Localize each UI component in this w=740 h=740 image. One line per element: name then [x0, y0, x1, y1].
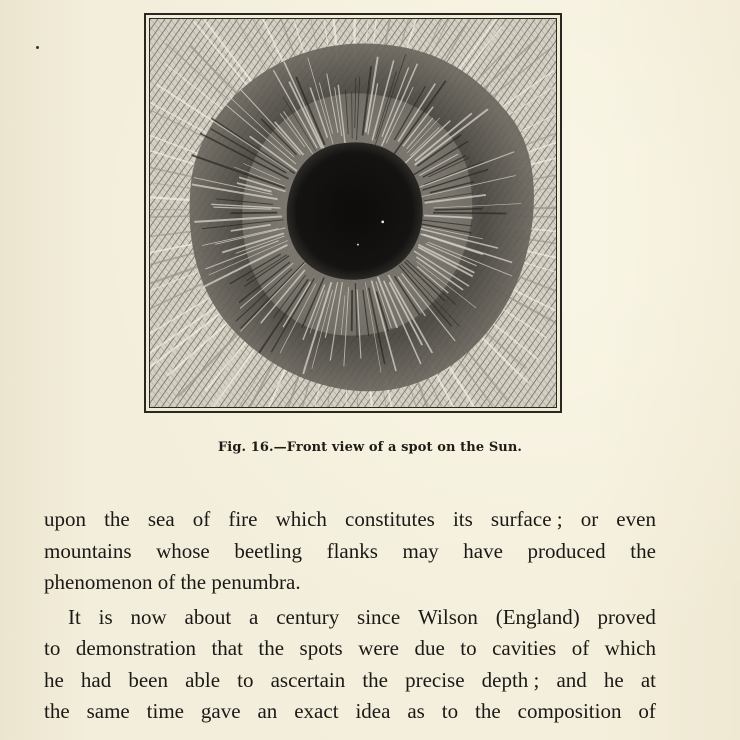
word: spots	[299, 636, 343, 660]
word: that	[211, 636, 243, 660]
word: exact	[294, 699, 339, 723]
word: of	[571, 636, 590, 660]
word: were	[358, 636, 399, 660]
figure-caption: Fig. 16.—Front view of a spot on the Sun.	[217, 440, 523, 455]
word: the	[104, 507, 130, 531]
word: have	[463, 538, 503, 563]
word: he	[603, 667, 624, 692]
text-line	[44, 696, 656, 728]
umbra	[287, 142, 423, 279]
word: he	[44, 667, 64, 692]
word: the	[44, 699, 70, 723]
word: a	[249, 604, 259, 629]
word: upon	[44, 507, 86, 531]
word: composition	[517, 699, 622, 723]
word: even	[616, 507, 656, 531]
word: phenomenon of the penumbra.	[44, 570, 301, 594]
word: mountains	[44, 538, 132, 563]
word: an	[257, 699, 278, 723]
word: as	[407, 699, 425, 723]
word: flanks	[326, 538, 378, 563]
word: produced	[527, 538, 606, 563]
word: whose	[156, 538, 210, 563]
word: at	[640, 667, 656, 692]
word: to	[44, 636, 61, 660]
ink-speck	[36, 46, 39, 49]
text-line	[44, 567, 656, 599]
word: its	[452, 507, 473, 531]
word: ascertain	[270, 667, 346, 692]
body-text	[44, 504, 656, 728]
word: time	[146, 699, 184, 723]
word: fire	[228, 507, 258, 531]
sunspot-engraving	[149, 18, 557, 408]
word: constitutes	[345, 507, 435, 531]
word: to	[460, 636, 477, 660]
text-line	[44, 536, 656, 568]
word: the	[475, 699, 501, 723]
word: to	[441, 699, 459, 723]
word: precise	[405, 667, 465, 692]
word: surface ;	[490, 507, 563, 531]
sunspot-illustration	[150, 19, 556, 407]
word: may	[402, 538, 439, 563]
word: depth ;	[481, 667, 540, 692]
text-line	[44, 504, 656, 536]
word: of	[638, 699, 656, 723]
word: about	[184, 604, 232, 629]
word: of	[192, 507, 211, 531]
word: the	[362, 667, 388, 692]
word: due	[414, 636, 445, 660]
word: demonstration	[75, 636, 196, 660]
word: beetling	[234, 538, 303, 563]
word: gave	[200, 699, 241, 723]
word: or	[580, 507, 599, 531]
word: sea	[147, 507, 175, 531]
paragraph-1	[44, 504, 656, 599]
word: same	[86, 699, 130, 723]
word: proved	[597, 604, 656, 629]
paragraph-2	[44, 602, 656, 728]
word: (England)	[495, 604, 580, 629]
word: been	[128, 667, 168, 692]
text-line	[44, 633, 656, 665]
word: had	[80, 667, 112, 692]
word: which	[604, 636, 656, 660]
word: and	[556, 667, 587, 692]
word: Wilson	[418, 604, 478, 629]
word: century	[276, 604, 340, 629]
figure-frame	[144, 13, 562, 413]
word: idea	[355, 699, 391, 723]
word: the	[630, 538, 656, 563]
word: is	[98, 604, 113, 629]
word: able	[185, 667, 221, 692]
text-line	[44, 602, 656, 634]
word: now	[130, 604, 167, 629]
word: which	[275, 507, 327, 531]
word: the	[258, 636, 285, 660]
text-line	[44, 665, 656, 697]
word: cavities	[492, 636, 557, 660]
word: It	[68, 604, 81, 629]
word: since	[357, 604, 401, 629]
word: to	[237, 667, 254, 692]
